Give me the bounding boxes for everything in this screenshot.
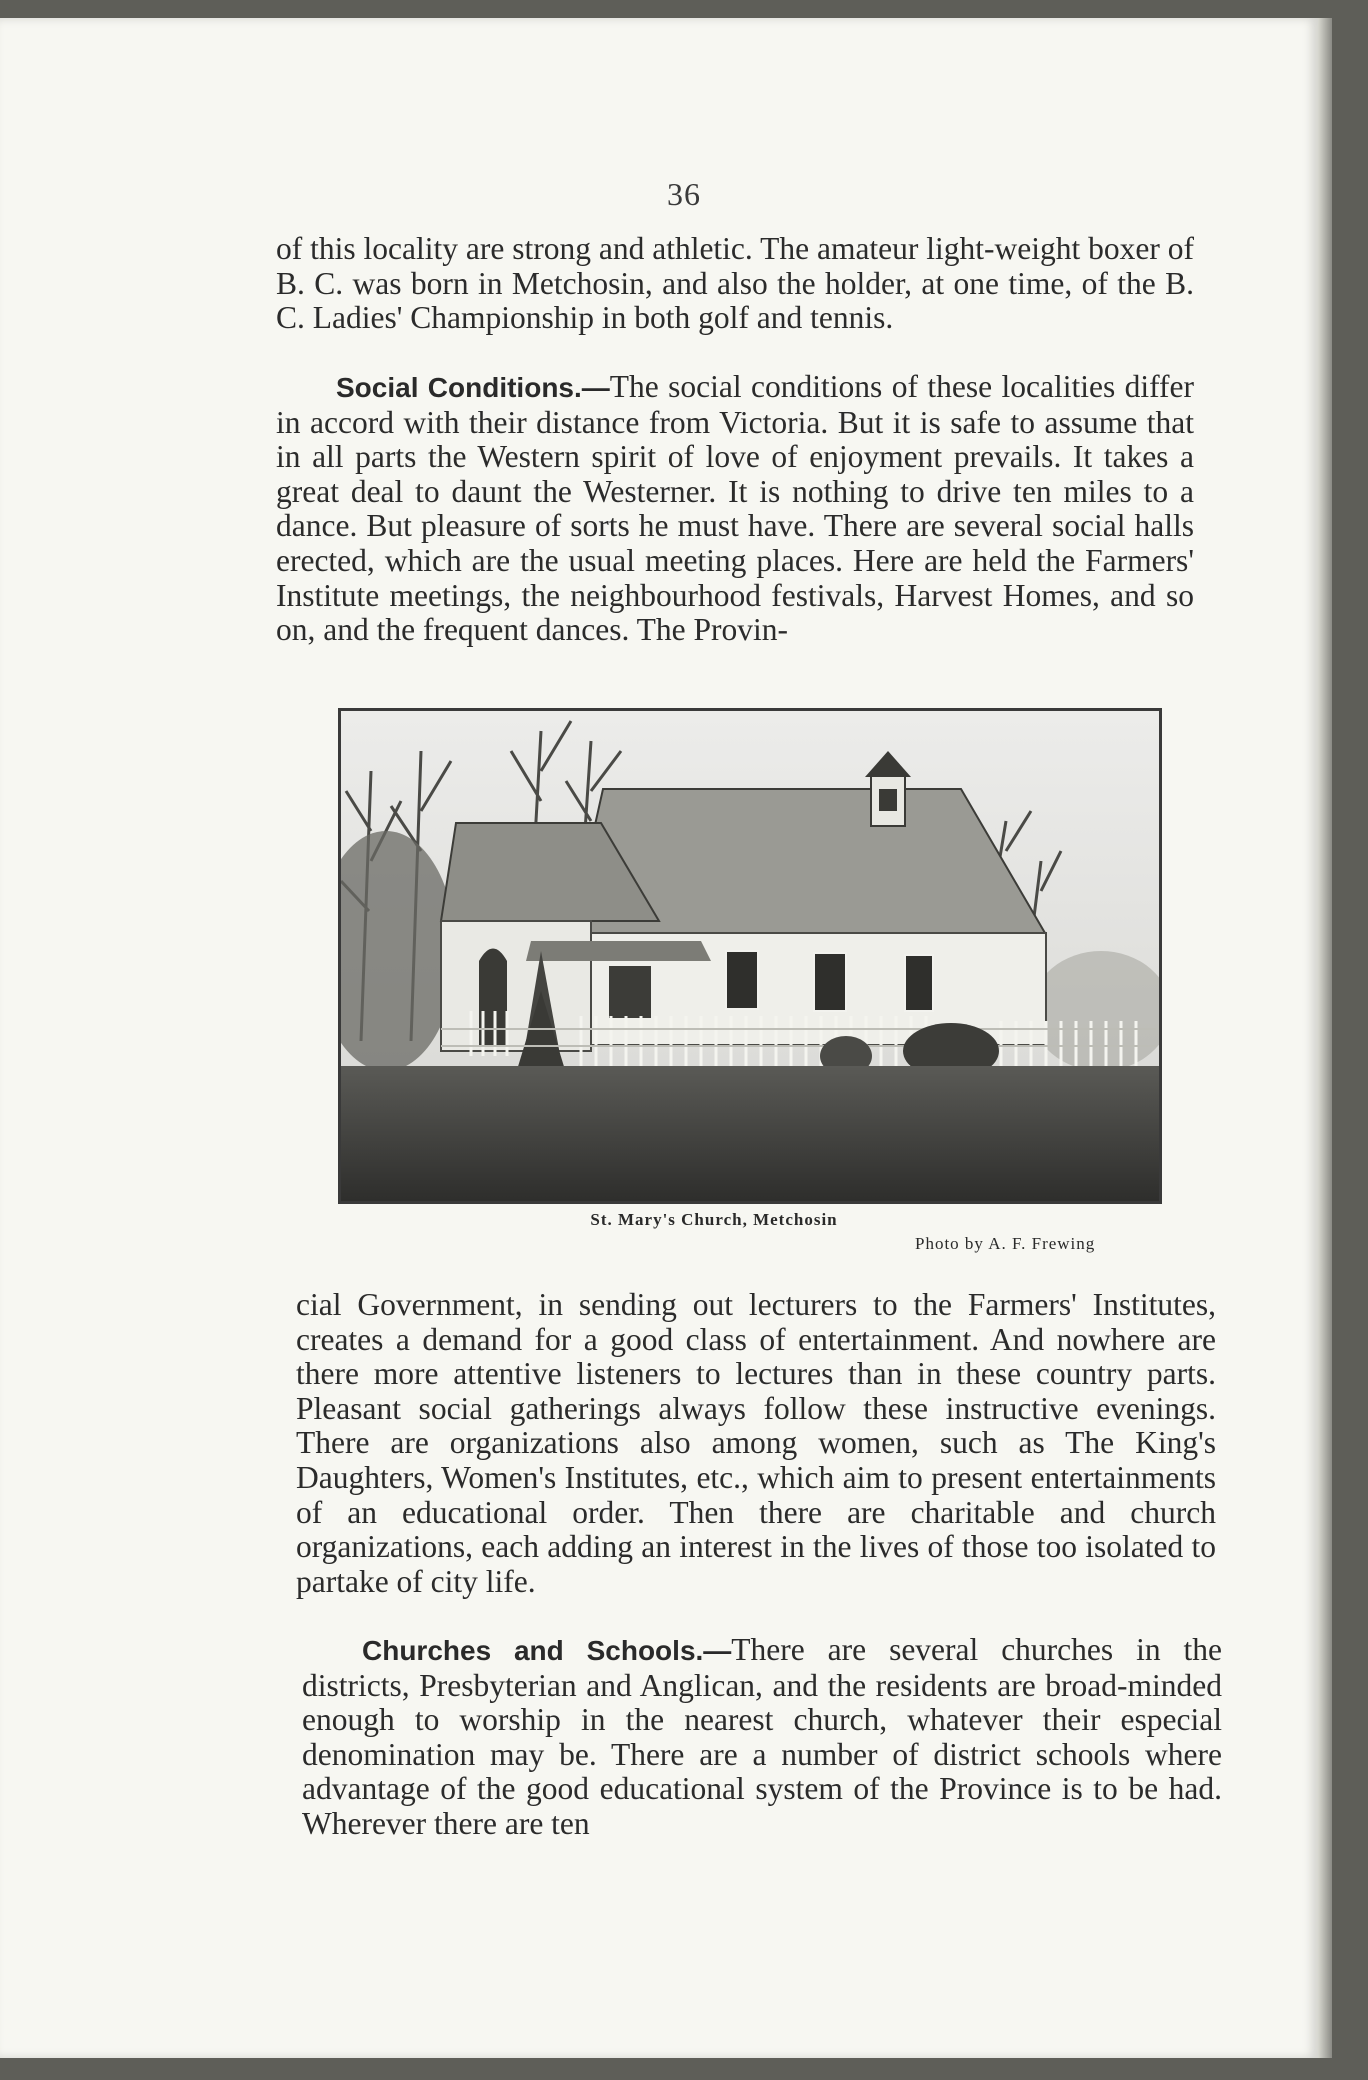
- paragraph-churches-schools-text: There are several churches in the districts, Presbyterian and Anglican, and the residents are broad-minded enough to worship in the nearest church, whatever their especial denomination may be. There are a number of district schools where advantage of the good educational system of the Province is to be had. Wherever there are ten: [302, 1632, 1222, 1841]
- photo-caption: St. Mary's Church, Metchosin: [590, 1210, 838, 1229]
- paragraph-social-conditions-text: The social conditions of these localities differ in accord with their distance from Victoria. But it is safe to assume that in all parts the Western spirit of love of enjoyment prevails. It takes a great deal to daunt the Westerner. It is nothing to drive ten miles to a dance. But pleasure of sorts he must have. There are several social halls erected, which are the usual meeting places. Here are held the Farmers' Institute meetings, the neighbourhood festivals, Harvest Homes, and so on, and the frequent dances. The Provin-: [276, 369, 1195, 648]
- paragraph-social-conditions: [276, 370, 1194, 648]
- church-photo: [338, 708, 1162, 1204]
- page-edge: [1318, 18, 1332, 2058]
- section-heading-churches-schools: Churches and Schools.—: [362, 1635, 732, 1666]
- section-heading-social-conditions: Social Conditions.—: [336, 372, 610, 403]
- paragraph-government-lectures: cial Government, in sending out lecturers to the Farmers' Institutes, creates a demand for a good class of entertainment. And nowhere are there more attentive listeners to lectures than in these country parts. Pleasant social gatherings always follow these instructive evenings. There are organizations also among women, such as The King's Daughters, Women's Institutes, etc., which aim to present entertainments of an educational order. Then there are charitable and church organizations, each adding an interest in the lives of those too isolated to partake of city life.: [296, 1287, 1216, 1599]
- photo-credit: Photo by A. F. Frewing: [915, 1234, 1096, 1253]
- page-number: 36: [667, 176, 701, 212]
- paragraph-churches-schools: [302, 1633, 1222, 1842]
- paragraph-athletics: of this locality are strong and athletic. The amateur light-weight boxer of B. C. was born in Metchosin, and also the holder, at one time, of the B. C. Ladies' Championship in both golf and tennis.: [276, 231, 1194, 336]
